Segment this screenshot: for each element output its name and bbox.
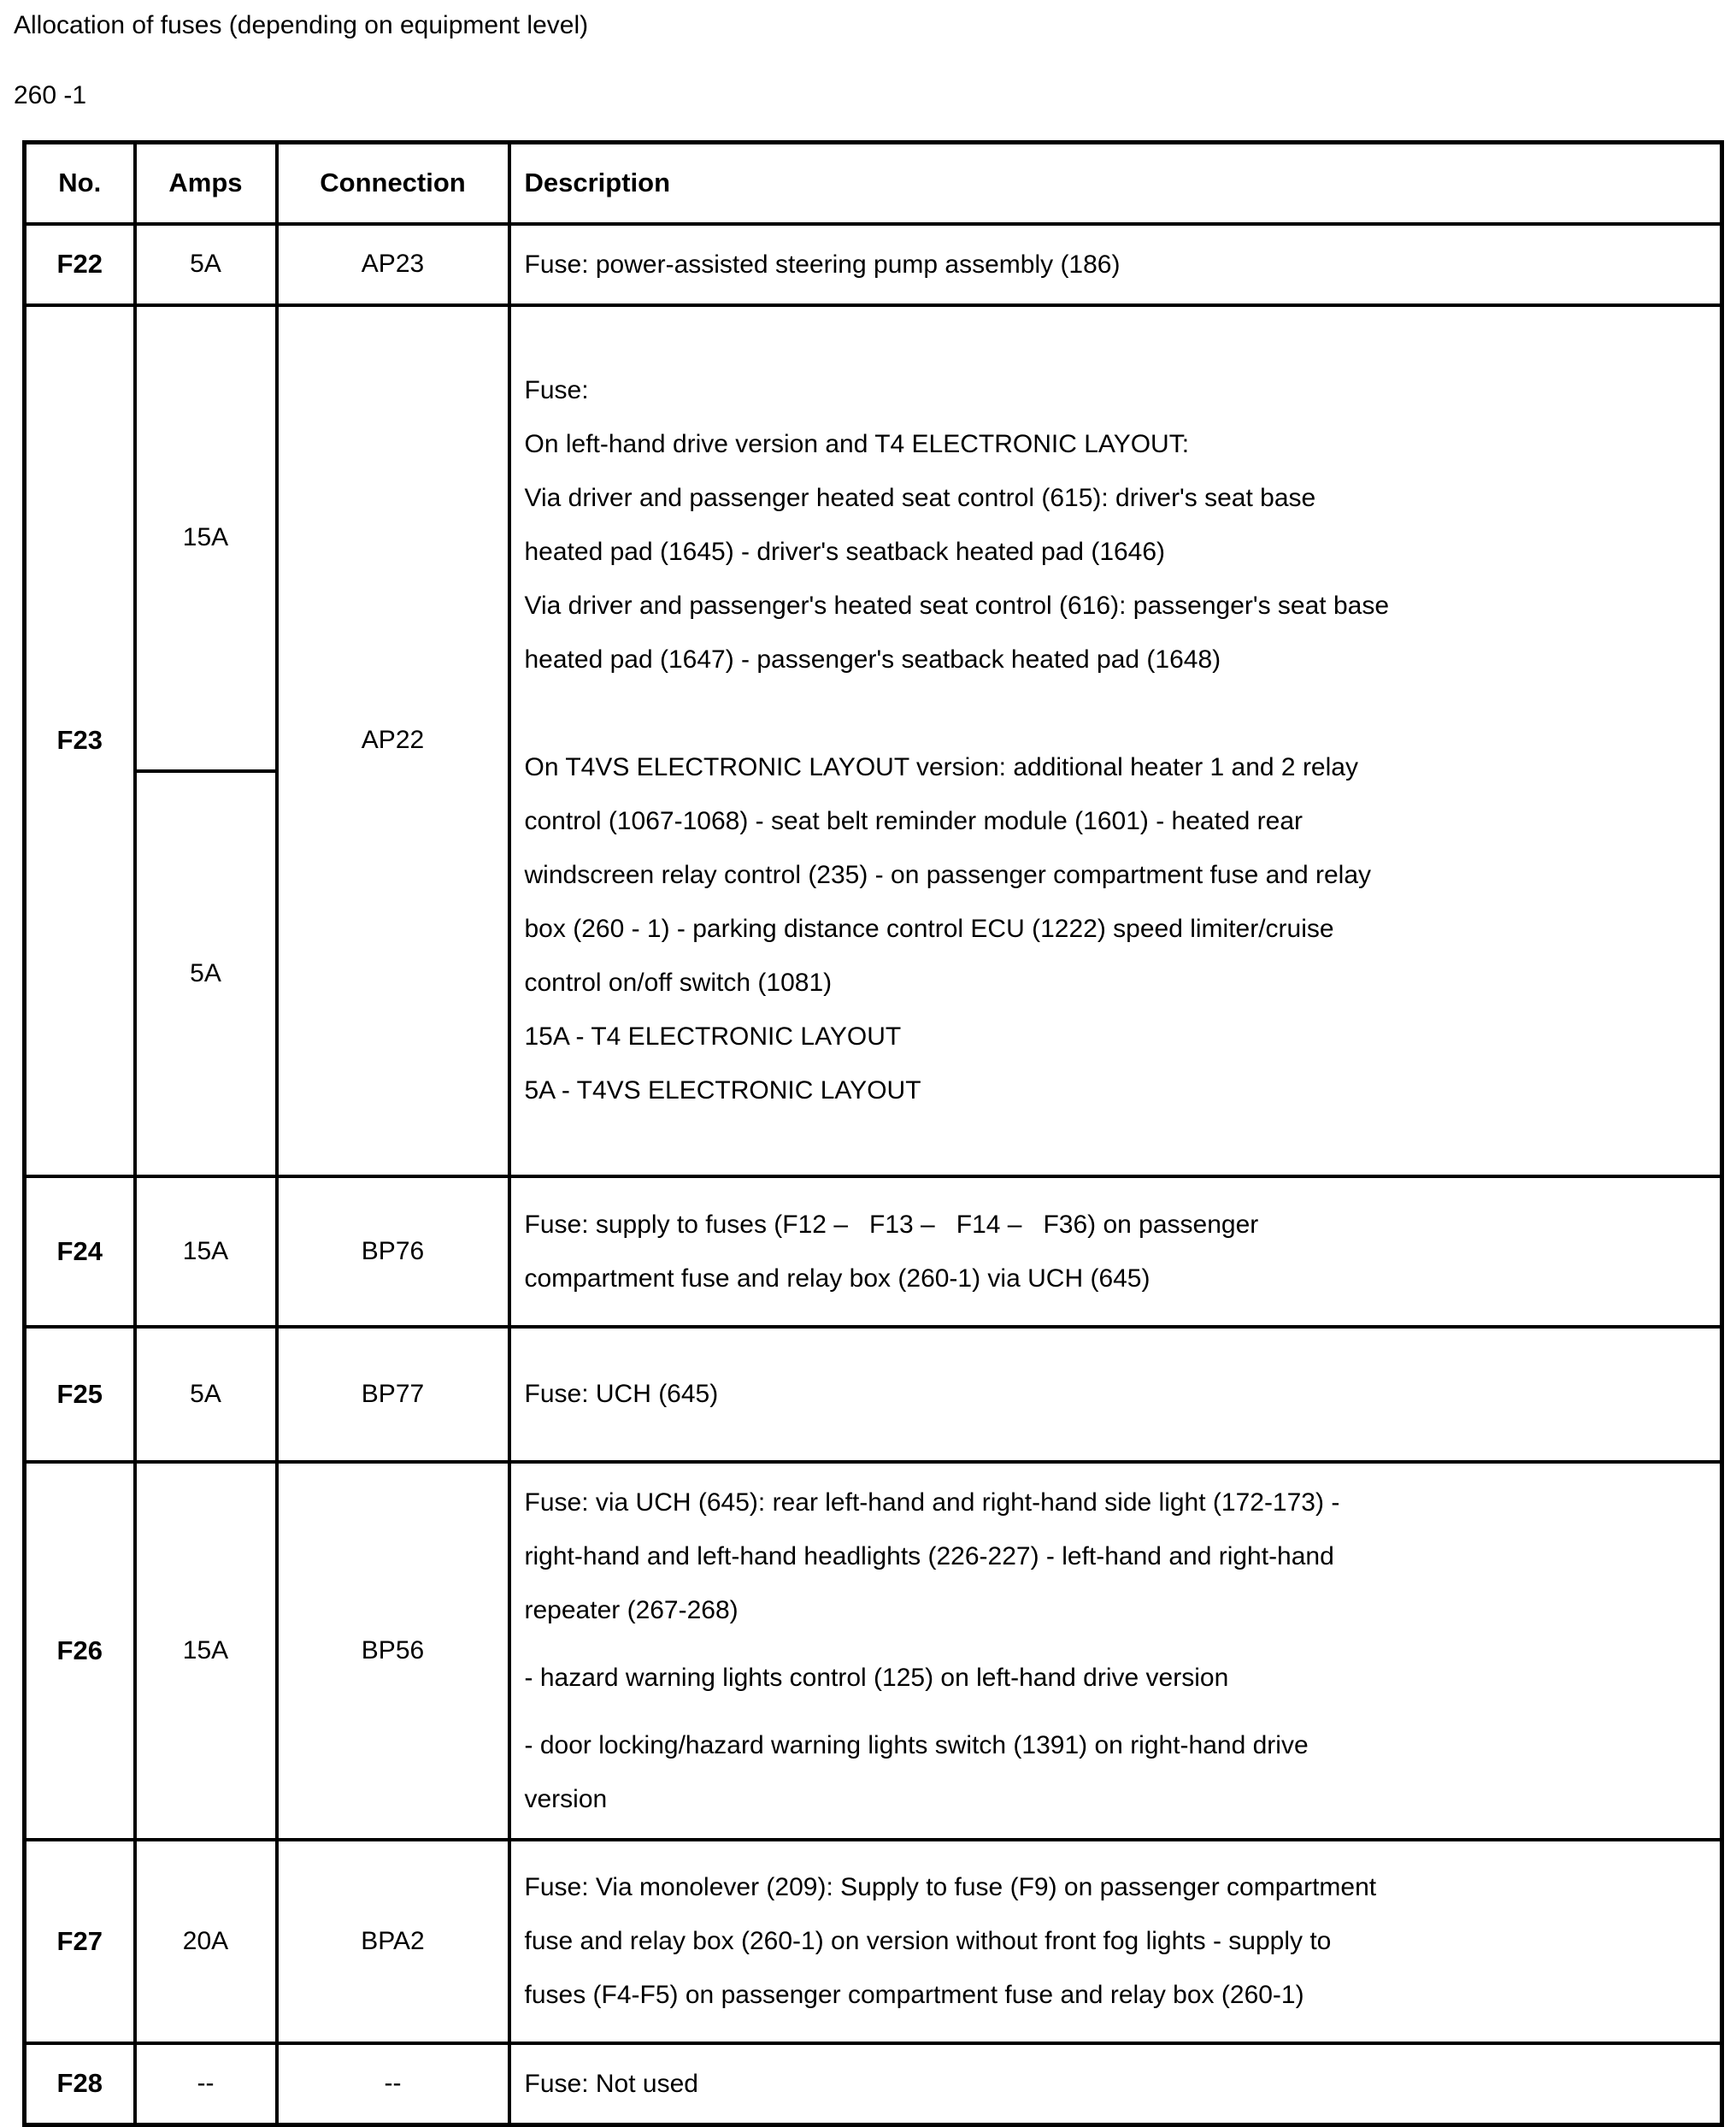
- connection-cell: BP77: [277, 1327, 509, 1462]
- fuse-no-cell: F23: [25, 305, 135, 1176]
- table-row-f28: [25, 2043, 1722, 2125]
- description-line: Fuse: UCH (645): [524, 1380, 719, 1408]
- fuse-no-cell: F28: [25, 2043, 135, 2125]
- description-cell: [509, 2043, 1722, 2125]
- description-line: heated pad (1645) - driver's seatback heated pad (1646): [524, 538, 1166, 566]
- description-line: 15A - T4 ELECTRONIC LAYOUT: [524, 1022, 902, 1051]
- connection-cell: BP76: [277, 1176, 509, 1327]
- description-line: control on/off switch (1081): [524, 969, 833, 997]
- description-line: Fuse: via UCH (645): rear left-hand and right-hand side light (172-173) -: [524, 1488, 1340, 1517]
- connection-cell: BP56: [277, 1462, 509, 1840]
- table-row-f26: [25, 1462, 1722, 1840]
- description-cell: [509, 305, 1722, 1176]
- table-row-f27: [25, 1840, 1722, 2043]
- description-line: repeater (267-268): [524, 1595, 739, 1624]
- description-line: compartment fuse and relay box (260-1) via UCH (645): [524, 1264, 1150, 1293]
- description-line: Fuse: supply to fuses (F12 – F13 – F14 – F36) on passenger: [524, 1210, 1259, 1239]
- description-line: On T4VS ELECTRONIC LAYOUT version: additional heater 1 and 2 relay: [524, 753, 1358, 781]
- table-row-f25: [25, 1327, 1722, 1462]
- description-line: fuses (F4-F5) on passenger compartment fuse and relay box (260-1): [524, 1981, 1304, 2009]
- description-line: fuse and relay box (260-1) on version without front fog lights - supply to: [524, 1927, 1332, 1955]
- page-subtitle: 260 -1: [14, 81, 87, 109]
- amps-cell: 20A: [135, 1840, 277, 2043]
- description-line: Fuse:: [524, 376, 589, 404]
- description-line: Via driver and passenger's heated seat control (616): passenger's seat base: [524, 592, 1390, 620]
- description-line: right-hand and left-hand headlights (226-227) - left-hand and right-hand: [524, 1541, 1334, 1570]
- description-cell: [509, 1327, 1722, 1462]
- description-line: Fuse: power-assisted steering pump assembly (186): [524, 250, 1121, 279]
- description-cell: [509, 1462, 1722, 1840]
- amps-cell: 15A: [135, 1462, 277, 1840]
- fuse-no-cell: F26: [25, 1462, 135, 1840]
- description-line: Fuse: Not used: [524, 2069, 698, 2098]
- fuse-no-cell: F22: [25, 224, 135, 305]
- header-connection: Connection: [277, 143, 509, 224]
- description-cell: [509, 1176, 1722, 1327]
- amps-cell: --: [135, 2043, 277, 2125]
- amps-cell: 15A: [135, 1176, 277, 1327]
- connection-cell: AP22: [277, 305, 509, 1176]
- description-line: version: [524, 1784, 608, 1813]
- amps-cell: 5A: [135, 1327, 277, 1462]
- fuse-no-cell: F27: [25, 1840, 135, 2043]
- amps-cell-bottom: 5A: [135, 771, 277, 1176]
- description-line: heated pad (1647) - passenger's seatback heated pad (1648): [524, 645, 1221, 674]
- description-blank-line: [525, 686, 1700, 740]
- table-row-f24: [25, 1176, 1722, 1327]
- description-line: - hazard warning lights control (125) on left-hand drive version: [524, 1663, 1229, 1692]
- description-line: On left-hand drive version and T4 ELECTRONIC LAYOUT:: [524, 430, 1190, 458]
- header-no: No.: [25, 143, 135, 224]
- fuse-no-cell: F24: [25, 1176, 135, 1327]
- description-line: - door locking/hazard warning lights switch (1391) on right-hand drive: [524, 1730, 1309, 1759]
- description-line: windscreen relay control (235) - on passenger compartment fuse and relay: [524, 861, 1371, 889]
- table-header-row: [25, 143, 1722, 224]
- connection-cell: AP23: [277, 224, 509, 305]
- connection-cell: --: [277, 2043, 509, 2125]
- description-cell: [509, 224, 1722, 305]
- description-line: control (1067-1068) - seat belt reminder module (1601) - heated rear: [524, 807, 1303, 835]
- description-line: Fuse: Via monolever (209): Supply to fuse (F9) on passenger compartment: [524, 1873, 1377, 1901]
- header-amps: Amps: [135, 143, 277, 224]
- description-line: Via driver and passenger heated seat control (615): driver's seat base: [524, 484, 1316, 512]
- table-row-f22: [25, 224, 1722, 305]
- amps-cell: 5A: [135, 224, 277, 305]
- table-row-f23: [25, 305, 1722, 771]
- description-cell: [509, 1840, 1722, 2043]
- description-line: 5A - T4VS ELECTRONIC LAYOUT: [524, 1076, 921, 1105]
- description-line: box (260 - 1) - parking distance control ECU (1222) speed limiter/cruise: [524, 915, 1334, 943]
- page-title: Allocation of fuses (depending on equipment level): [14, 11, 589, 39]
- amps-cell-top: 15A: [135, 305, 277, 771]
- header-description: Description: [509, 143, 1722, 224]
- fuse-allocation-table: [22, 140, 1724, 2127]
- fuse-no-cell: F25: [25, 1327, 135, 1462]
- connection-cell: BPA2: [277, 1840, 509, 2043]
